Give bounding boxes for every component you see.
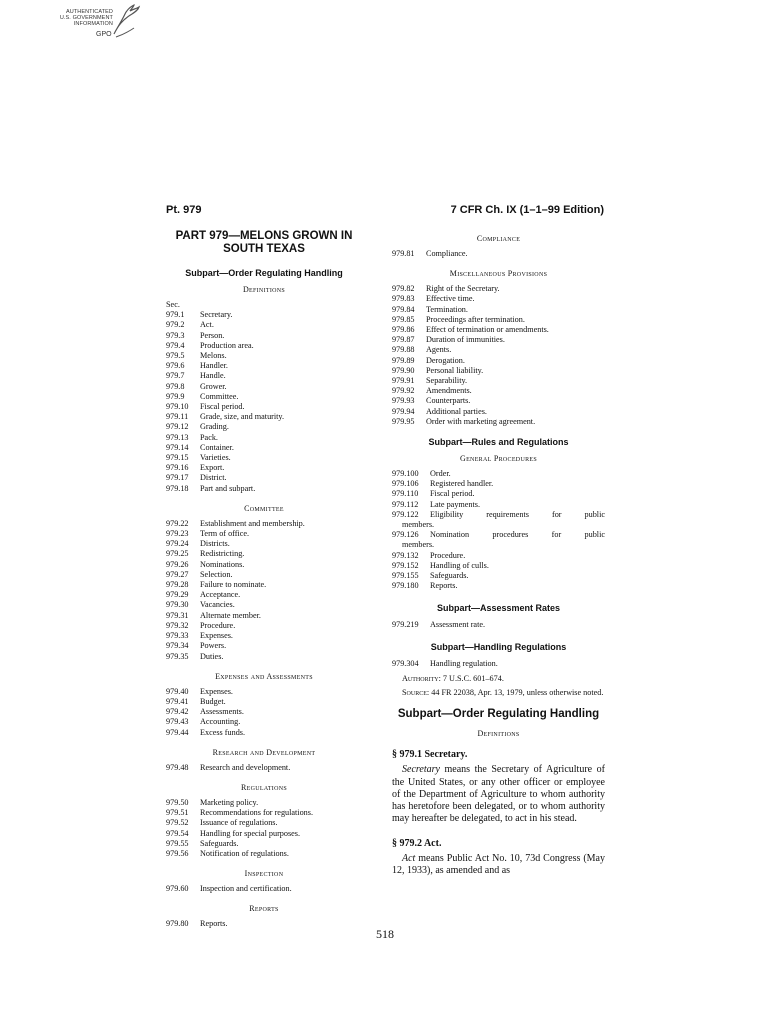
source-text: 44 FR 22038, Apr. 13, 1979, unless otherwise noted. — [431, 688, 604, 698]
section-label: Grade, size, and maturity. — [200, 412, 285, 422]
section-number: 979.122 — [392, 509, 419, 519]
section-label: Safeguards. — [200, 838, 239, 848]
section-label: Establishment and membership. — [200, 518, 305, 528]
section-label: Pack. — [200, 432, 218, 442]
gpo-authentication-logo — [58, 4, 142, 42]
section-label: Varieties. — [200, 453, 231, 463]
section-number: 979.28 — [166, 580, 189, 590]
section-label: Handling regulation. — [430, 658, 498, 668]
section-label: Duties. — [200, 651, 224, 661]
toc-entry — [392, 284, 605, 294]
group-heading: Expenses and Assessments — [215, 671, 313, 681]
logo-text — [58, 9, 113, 28]
toc-entry — [392, 489, 605, 499]
subpart-title: Subpart—Order Regulating Handling — [185, 268, 343, 278]
toc-entry — [392, 356, 605, 366]
toc-entry — [166, 310, 362, 320]
toc-entry — [392, 620, 605, 630]
section-label: Effective time. — [426, 294, 475, 304]
section-label: Compliance. — [426, 249, 468, 258]
section-number: 979.87 — [392, 335, 415, 345]
section-number: 979.22 — [166, 518, 189, 528]
section-979-1-body: means the Secretary of Agriculture of the United States, or any other officer or employee of the Department of Agriculture to whom authority has heretofore been delegated, or to whom authority may hereafter be delegated, to act in his stead. — [392, 764, 605, 825]
section-number: 979.17 — [166, 473, 189, 483]
order-subpart-title: Subpart—Order Regulating Handling — [397, 708, 600, 721]
toc-entry — [166, 453, 362, 463]
section-number: 979.50 — [166, 797, 189, 807]
section-number: 979.9 — [166, 391, 185, 401]
section-number: 979.5 — [166, 351, 185, 361]
toc-entry — [166, 884, 362, 894]
section-number: 979.44 — [166, 727, 189, 737]
section-number: 979.42 — [166, 707, 189, 717]
section-label: Duration of immunities. — [426, 335, 505, 345]
section-number: 979.52 — [166, 818, 189, 828]
section-label: Budget. — [200, 696, 226, 706]
source-label: Source: — [402, 688, 430, 698]
section-number: 979.29 — [166, 590, 189, 600]
authority-note — [392, 674, 605, 684]
section-number: 979.89 — [392, 355, 415, 365]
group-heading: Inspection — [244, 869, 284, 879]
section-label: Late payments. — [430, 499, 481, 509]
toc-entry — [166, 707, 362, 717]
section-number: 979.90 — [392, 365, 415, 375]
logo-gpo: GPO — [96, 31, 112, 38]
section-number: 979.126 — [392, 530, 419, 540]
section-number: 979.4 — [166, 340, 185, 350]
toc-entry — [392, 396, 605, 406]
section-label: Reports. — [430, 581, 458, 591]
toc-entry — [392, 581, 605, 591]
section-label: Production area. — [200, 340, 254, 350]
section-number: 979.6 — [166, 361, 185, 371]
section-number: 979.110 — [392, 489, 419, 499]
section-label: Research and development. — [200, 762, 291, 772]
section-label: Marketing policy. — [200, 797, 259, 807]
section-label: Issuance of regulations. — [200, 818, 278, 828]
authority-label: Authority: — [402, 673, 441, 683]
toc-entry — [392, 659, 605, 669]
section-label: Person. — [200, 330, 225, 340]
authority-text: 7 U.S.C. 601–674. — [442, 673, 504, 683]
section-number: 979.26 — [166, 559, 189, 569]
section-label: Committee. — [200, 391, 239, 401]
section-label: Part and subpart. — [200, 483, 256, 493]
toc-entry — [392, 345, 605, 355]
section-number: 979.84 — [392, 304, 415, 314]
toc-entry — [392, 479, 605, 489]
toc-entry — [166, 600, 362, 610]
logo-line-3: INFORMATION — [73, 21, 113, 28]
section-label: Termination. — [426, 304, 468, 314]
section-number: 979.85 — [392, 314, 415, 324]
toc-entry — [166, 412, 362, 422]
source-note — [392, 688, 605, 698]
toc-entry — [166, 798, 362, 808]
section-979-2-body: means Public Act No. 10, 73d Congress (May 12, 1933), as amended and as — [392, 852, 605, 877]
toc-entry — [166, 839, 362, 849]
toc-entry — [166, 570, 362, 580]
general-procedures-list — [392, 469, 605, 510]
section-label: Derogation. — [426, 355, 465, 365]
section-number: 979.12 — [166, 422, 189, 432]
toc-entry — [392, 305, 605, 315]
section-label: Acceptance. — [200, 590, 241, 600]
toc-entry — [392, 510, 605, 530]
section-label: Inspection and certification. — [200, 884, 292, 894]
group-heading: Regulations — [241, 782, 287, 792]
running-header-right: 7 CFR Ch. IX (1–1–99 Edition) — [450, 204, 604, 216]
section-number: 979.1 — [166, 310, 185, 320]
section-number: 979.41 — [166, 696, 189, 706]
section-label: Container. — [200, 442, 234, 452]
section-label: Grading. — [200, 422, 229, 432]
section-label: Handling for special purposes. — [200, 828, 301, 838]
section-number: 979.54 — [166, 828, 189, 838]
section-label: Accounting. — [200, 717, 241, 727]
section-label: Secretary. — [200, 310, 233, 320]
toc-entry — [166, 818, 362, 828]
section-number: 979.94 — [392, 406, 415, 416]
section-number: 979.24 — [166, 539, 189, 549]
section-number: 979.60 — [166, 884, 189, 894]
toc-entry — [166, 382, 362, 392]
toc-entry — [166, 433, 362, 443]
assessment-list — [392, 620, 605, 630]
toc-entry — [166, 808, 362, 818]
section-label-continued: members. — [402, 540, 435, 550]
section-label: Additional parties. — [426, 406, 487, 416]
left-contents — [166, 285, 362, 930]
toc-entry — [166, 560, 362, 570]
section-label: Alternate member. — [200, 610, 261, 620]
toc-entry — [166, 361, 362, 371]
section-number: 979.11 — [166, 412, 189, 422]
toc-entry — [166, 539, 362, 549]
handling-list — [392, 659, 605, 669]
toc-entry — [166, 717, 362, 727]
left-column — [166, 230, 362, 930]
section-number: 979.304 — [392, 658, 419, 668]
section-label: Procedure. — [200, 620, 236, 630]
section-number: 979.80 — [166, 919, 189, 929]
section-label: Separability. — [426, 376, 468, 386]
section-number: 979.30 — [166, 600, 189, 610]
group-heading: Miscellaneous Provisions — [449, 269, 548, 279]
section-number: 979.40 — [166, 686, 189, 696]
section-number: 979.23 — [166, 529, 189, 539]
toc-entry — [166, 371, 362, 381]
section-number: 979.14 — [166, 442, 189, 452]
section-label: Amendments. — [426, 386, 472, 396]
toc-entry — [392, 530, 605, 550]
toc-entry — [166, 331, 362, 341]
section-number: 979.155 — [392, 571, 419, 581]
section-label: Recommendations for regulations. — [200, 808, 314, 818]
section-label: Notification of regulations. — [200, 848, 289, 858]
section-label: Redistricting. — [200, 549, 245, 559]
section-number: 979.16 — [166, 463, 189, 473]
section-label: Handler. — [200, 361, 228, 371]
section-number: 979.3 — [166, 330, 185, 340]
toc-entry — [166, 580, 362, 590]
toc-entry — [166, 652, 362, 662]
toc-entry — [166, 590, 362, 600]
section-label: Districts. — [200, 539, 230, 549]
eagle-icon — [108, 4, 142, 40]
section-label: Personal liability. — [426, 365, 484, 375]
section-number: 979.93 — [392, 396, 415, 406]
toc-entry — [166, 484, 362, 494]
section-number: 979.33 — [166, 631, 189, 641]
section-label: Vacancies. — [200, 600, 235, 610]
section-label: Procedure. — [430, 550, 466, 560]
toc-entry — [166, 549, 362, 559]
logo-line-2: U.S. GOVERNMENT — [59, 15, 113, 22]
section-number: 979.95 — [392, 416, 415, 426]
definitions-heading: Definitions — [477, 729, 520, 739]
toc-entry — [166, 341, 362, 351]
toc-entry — [166, 829, 362, 839]
toc-entry — [166, 728, 362, 738]
assessment-subpart-title: Subpart—Assessment Rates — [436, 603, 561, 614]
section-label: Proceedings after termination. — [426, 314, 525, 324]
section-number: 979.51 — [166, 808, 189, 818]
section-label: Assessments. — [200, 707, 244, 717]
section-number: 979.8 — [166, 381, 185, 391]
section-label: Assessment rate. — [430, 620, 486, 630]
section-label: Counterparts. — [426, 396, 471, 406]
toc-entry — [166, 697, 362, 707]
section-label: Handling of culls. — [430, 560, 489, 570]
toc-entry — [392, 571, 605, 581]
group-heading: Committee — [244, 503, 284, 513]
sec-label: Sec. — [166, 300, 180, 309]
toc-entry — [392, 335, 605, 345]
section-number: 979.55 — [166, 838, 189, 848]
section-number: 979.81 — [392, 249, 415, 258]
right-column — [392, 230, 605, 877]
toc-entry — [166, 519, 362, 529]
section-label: Nominations. — [200, 559, 245, 569]
toc-entry — [166, 351, 362, 361]
toc-entry — [166, 473, 362, 483]
section-number: 979.10 — [166, 402, 189, 412]
section-label: Reports. — [200, 919, 228, 929]
toc-entry — [392, 366, 605, 376]
section-label: Agents. — [426, 345, 452, 355]
toc-entry — [392, 376, 605, 386]
section-label: Grower. — [200, 381, 227, 391]
section-label: Export. — [200, 463, 225, 473]
section-number: 979.132 — [392, 550, 419, 560]
section-number: 979.31 — [166, 610, 189, 620]
section-number: 979.18 — [166, 483, 189, 493]
section-label: Failure to nominate. — [200, 580, 267, 590]
toc-entry — [392, 561, 605, 571]
section-label: District. — [200, 473, 227, 483]
toc-entry — [166, 529, 362, 539]
page-number: 518 — [376, 927, 394, 941]
section-label: Order. — [430, 469, 451, 479]
toc-entry — [166, 392, 362, 402]
logo-line-1: AUTHENTICATED — [65, 9, 113, 15]
part-title: PART 979—MELONS GROWN IN SOUTH TEXAS — [175, 230, 353, 255]
general-procedures-list-2 — [392, 551, 605, 592]
toc-entry — [166, 402, 362, 412]
toc-entry — [166, 687, 362, 697]
group-heading: Research and Development — [212, 747, 316, 757]
section-label: Registered handler. — [430, 479, 494, 489]
toc-entry — [392, 386, 605, 396]
toc-entry — [166, 422, 362, 432]
section-number: 979.35 — [166, 651, 189, 661]
section-979-2-term: Act — [402, 852, 416, 864]
section-979-1-term: Secretary — [402, 764, 440, 776]
toc-entry — [392, 407, 605, 417]
section-label: Expenses. — [200, 631, 233, 641]
section-number: 979.25 — [166, 549, 189, 559]
section-number: 979.83 — [392, 294, 415, 304]
section-number: 979.180 — [392, 581, 419, 591]
section-label: Act. — [200, 320, 214, 330]
section-number: 979.15 — [166, 453, 189, 463]
toc-entry — [392, 551, 605, 561]
toc-entry — [392, 469, 605, 479]
section-number: 979.13 — [166, 432, 189, 442]
section-number: 979.7 — [166, 371, 185, 381]
handling-subpart-title: Subpart—Handling Regulations — [430, 641, 567, 652]
toc-entry — [166, 621, 362, 631]
section-979-2-text — [392, 853, 605, 878]
toc-entry — [392, 417, 605, 427]
rules-subpart-title: Subpart—Rules and Regulations — [428, 437, 569, 448]
toc-entry — [166, 641, 362, 651]
section-label: Handle. — [200, 371, 226, 381]
section-number: 979.82 — [392, 284, 415, 294]
section-number: 979.88 — [392, 345, 415, 355]
section-number: 979.2 — [166, 320, 185, 330]
section-number: 979.91 — [392, 376, 415, 386]
section-number: 979.34 — [166, 641, 189, 651]
general-procedures-wrapped — [392, 510, 605, 551]
section-label: Powers. — [200, 641, 227, 651]
section-label: Melons. — [200, 351, 227, 361]
section-label: Selection. — [200, 569, 233, 579]
toc-entry — [166, 611, 362, 621]
section-979-1-text — [392, 764, 605, 825]
group-heading: Definitions — [242, 285, 286, 294]
toc-entry — [166, 763, 362, 773]
toc-entry — [166, 443, 362, 453]
section-label: Order with marketing agreement. — [426, 416, 536, 426]
right-contents — [392, 234, 605, 427]
toc-entry — [392, 249, 605, 259]
section-number: 979.48 — [166, 762, 189, 772]
section-number: 979.219 — [392, 620, 419, 630]
section-number: 979.43 — [166, 717, 189, 727]
toc-entry — [166, 320, 362, 330]
section-label: Fiscal period. — [430, 489, 475, 499]
section-number: 979.112 — [392, 499, 419, 509]
toc-entry — [166, 463, 362, 473]
section-label: Safeguards. — [430, 571, 469, 581]
toc-entry — [392, 325, 605, 335]
section-979-1-title: § 979.1 Secretary. — [392, 749, 468, 761]
group-heading: Compliance — [476, 234, 521, 243]
section-number: 979.56 — [166, 848, 189, 858]
toc-entry — [392, 294, 605, 304]
section-label: Right of the Secretary. — [426, 284, 500, 294]
toc-entry — [166, 849, 362, 859]
section-number: 979.100 — [392, 469, 419, 479]
section-label: Fiscal period. — [200, 402, 245, 412]
toc-entry — [166, 631, 362, 641]
section-number: 979.86 — [392, 325, 415, 335]
section-979-2-title: § 979.2 Act. — [392, 837, 442, 849]
section-label: Effect of termination or amendments. — [426, 325, 549, 335]
section-number: 979.92 — [392, 386, 415, 396]
section-number: 979.27 — [166, 569, 189, 579]
section-number: 979.32 — [166, 620, 189, 630]
toc-entry — [392, 315, 605, 325]
general-procedures-heading: General Procedures — [460, 454, 537, 464]
group-heading: Reports — [249, 904, 279, 914]
section-label: Nomination procedures for public — [430, 530, 605, 540]
section-label: Excess funds. — [200, 727, 246, 737]
section-label: Eligibility requirements for public — [430, 509, 605, 519]
section-number: 979.152 — [392, 560, 419, 570]
section-label-continued: members. — [402, 520, 435, 530]
toc-entry — [392, 500, 605, 510]
section-number: 979.106 — [392, 479, 419, 489]
section-label: Expenses. — [200, 686, 233, 696]
section-label: Term of office. — [200, 529, 250, 539]
running-header-left: Pt. 979 — [166, 204, 202, 216]
